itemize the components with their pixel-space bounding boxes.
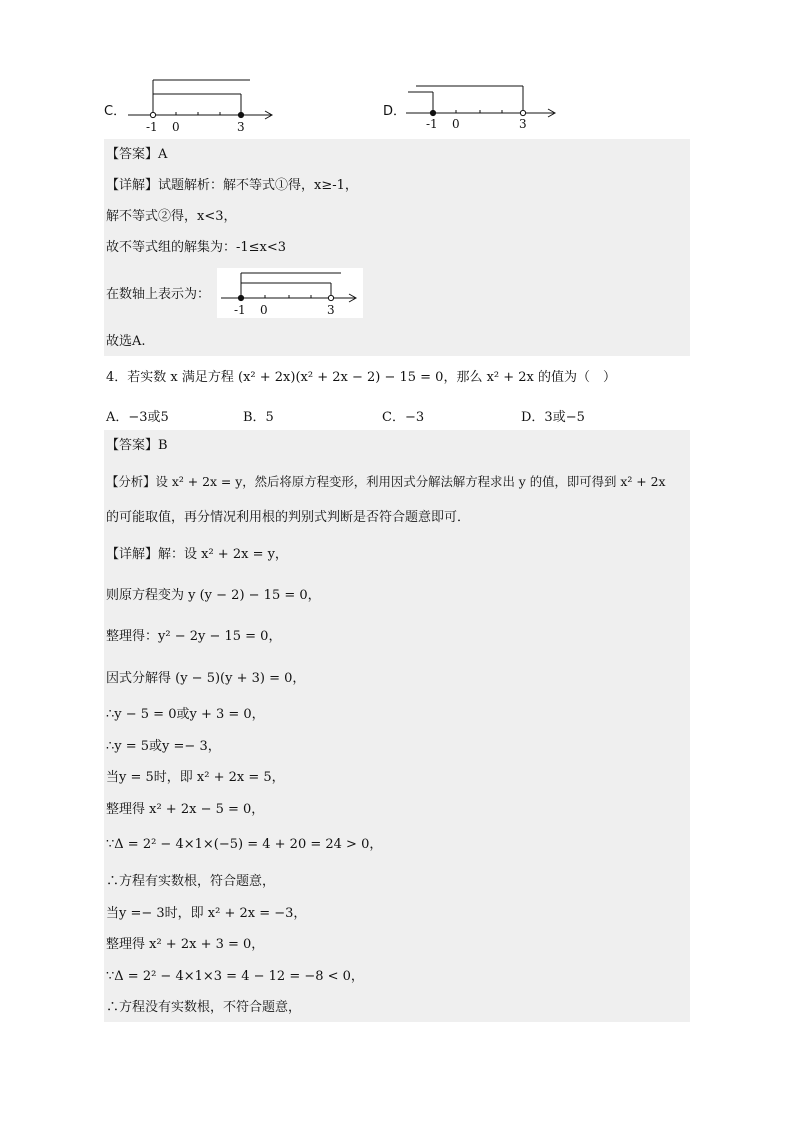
q4-step: ∵Δ = 2² − 4×1×3 = 4 − 12 = −8 < 0， (106, 969, 364, 984)
option-d-label: D． (383, 104, 407, 119)
q4-analysis-2: 的可能取值，再分情况利用根的判别式判断是否符合题意即可． (106, 510, 471, 525)
option-d-tick: 0 (452, 117, 460, 131)
q3-answer: 【答案】A (106, 147, 168, 162)
q3-axis-tick: -1 (234, 303, 246, 317)
option-d-tick: -1 (426, 117, 438, 131)
q4-step: 整理得 x² + 2x − 5 = 0， (106, 802, 265, 817)
q4-step: ∵Δ = 2² − 4×1×(−5) = 4 + 20 = 24 > 0， (106, 837, 383, 852)
q4-step: 当y =− 3时，即 x² + 2x = −3， (106, 906, 307, 921)
q4-option-c: C．−3 (382, 410, 425, 425)
option-c-number-line (126, 76, 276, 136)
q3-detail-2: 解不等式②得，x<3， (106, 209, 237, 224)
option-d-tick: 3 (519, 117, 527, 131)
q4-step: ∴y − 5 = 0或y + 3 = 0， (106, 707, 265, 722)
q3-conclusion: 故选A. (106, 334, 146, 349)
option-c-tick: -1 (146, 120, 158, 134)
option-c-tick: 0 (172, 120, 180, 134)
q3-detail-3: 故不等式组的解集为：-1≤x<3 (106, 240, 287, 255)
option-c-label: C． (104, 104, 127, 119)
q4-option-a: A．−3或5 (106, 410, 169, 425)
q3-detail-1: 【详解】试题解析：解不等式①得，x≥-1， (106, 178, 358, 193)
q4-step: 当y = 5时，即 x² + 2x = 5， (106, 770, 285, 785)
option-d-number-line (404, 76, 564, 134)
q3-axis-tick: 0 (260, 303, 268, 317)
q4-step: 因式分解得 (y − 5)(y + 3) = 0， (106, 671, 306, 686)
q4-step: 整理得：y² − 2y − 15 = 0， (106, 629, 282, 644)
q4-step: ∴方程有实数根，符合题意， (106, 874, 276, 889)
q4-step: ∴方程没有实数根，不符合题意， (106, 1000, 302, 1015)
q4-option-b: B．5 (243, 410, 274, 425)
q4-step: 【详解】解：设 x² + 2x = y， (106, 547, 288, 562)
q4-answer: 【答案】B (106, 438, 168, 453)
q4-option-d: D．3或−5 (521, 410, 585, 425)
option-c-tick: 3 (237, 120, 245, 134)
q3-axis-tick: 3 (327, 303, 335, 317)
q4-step: 整理得 x² + 2x + 3 = 0， (106, 937, 265, 952)
q3-number-line (217, 268, 363, 318)
q4-step: 则原方程变为 y (y − 2) − 15 = 0， (106, 588, 321, 603)
q4-analysis-1: 【分析】设 x² + 2x = y，然后将原方程变形，利用因式分解法解方程求出 y 的值，即可得到 x² + 2x (106, 474, 666, 489)
q4-step: ∴y = 5或y =− 3， (106, 739, 221, 754)
q3-detail-4: 在数轴上表示为： (106, 287, 211, 302)
q4-question: 4．若实数 x 满足方程 (x² + 2x)(x² + 2x − 2) − 15 = 0，那么 x² + 2x 的值为（ ） (106, 370, 617, 385)
